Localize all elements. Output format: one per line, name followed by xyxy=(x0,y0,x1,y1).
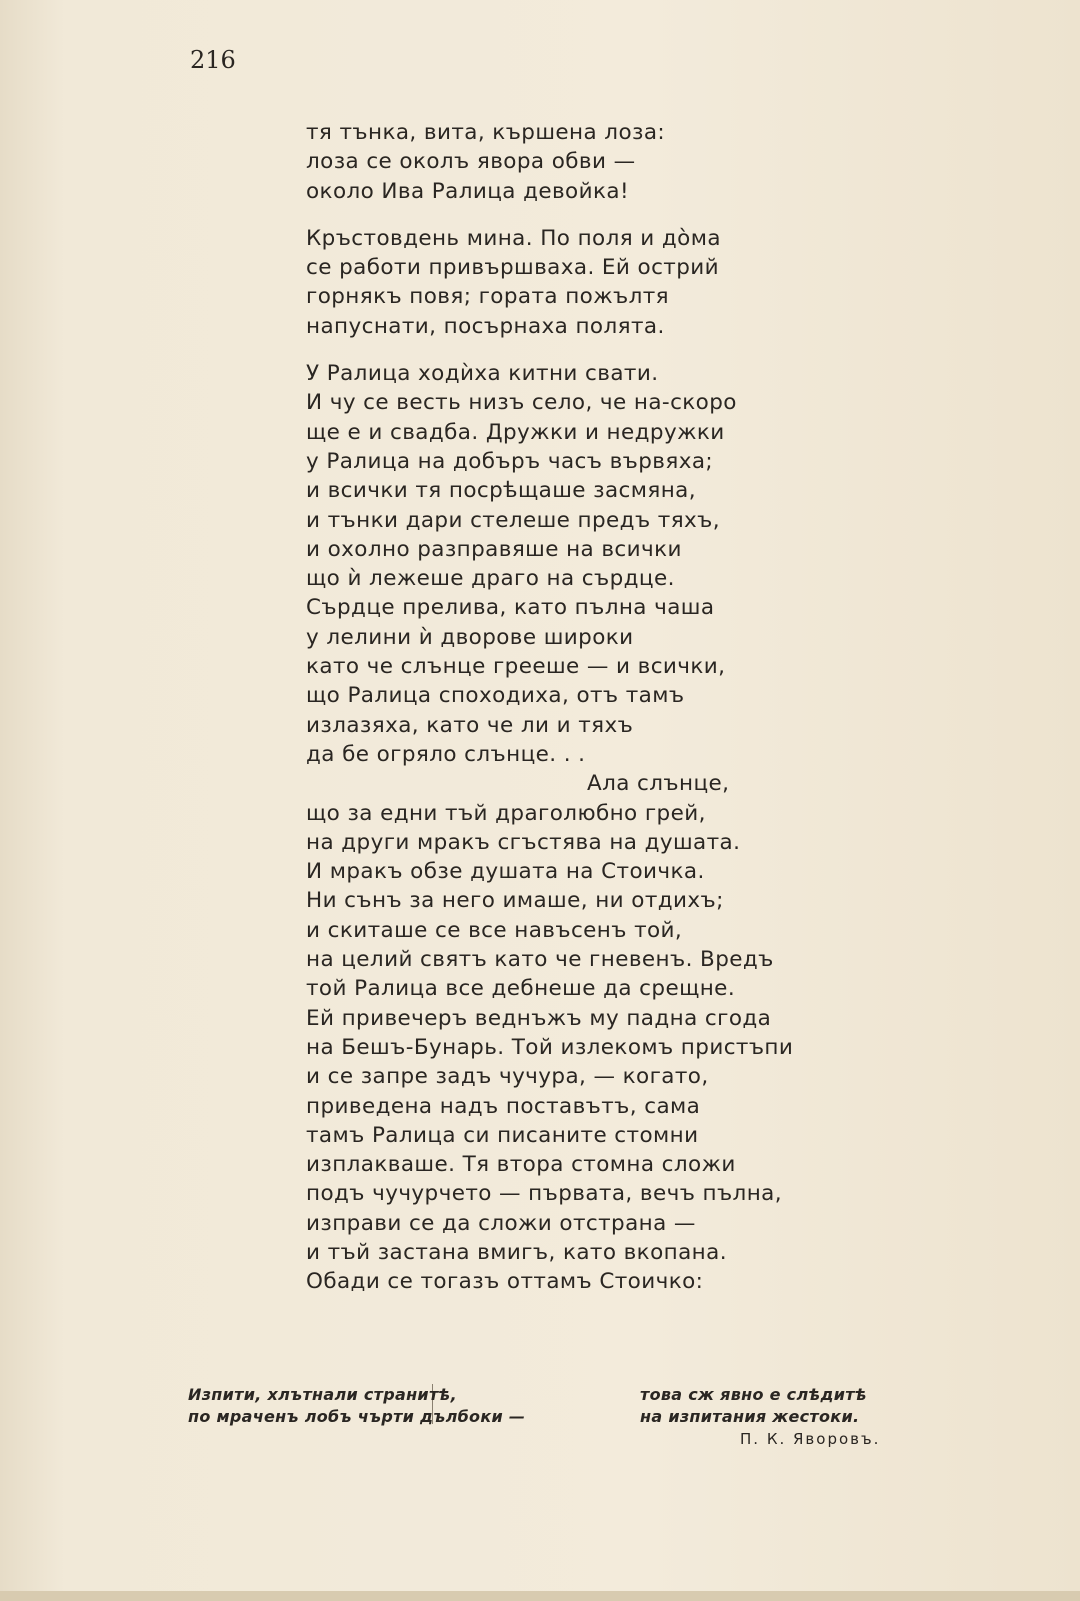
poem-line: Кръстовдень мина. По поля и дòма xyxy=(306,225,721,251)
epigraph-right xyxy=(640,1384,950,1448)
poem-line: горнякъ повя; гората пожълтя xyxy=(306,284,669,310)
poem-line: и скиташе се все навъсенъ той, xyxy=(306,917,683,943)
poem-line: Ни сънъ за него имаше, ни отдихъ; xyxy=(306,888,724,914)
page-edge xyxy=(0,1591,1080,1601)
stanza xyxy=(306,118,906,206)
poem-line: и тъй застана вмигъ, като вкопана. xyxy=(306,1239,727,1265)
poem-line: около Ива Ралица девойка! xyxy=(306,178,629,204)
poem-line: и всички тя посрѣщаше засмяна, xyxy=(306,478,696,504)
poem-line: да бе огряло слънце. . . xyxy=(306,741,586,767)
poem-line: на Бешъ-Бунарь. Той излекомъ пристъпи xyxy=(306,1034,794,1060)
epigraph-line: по мраченъ лобъ чърти дълбоки — xyxy=(188,1407,526,1426)
poem-line: се работи привършваха. Ей острий xyxy=(306,255,720,281)
poem-line: Обади се тогазъ оттамъ Стоичко: xyxy=(306,1269,704,1295)
poem-line: що Ралица споходиха, отъ тамъ xyxy=(306,683,685,709)
poem-line: що ѝ лежеше драго на сърдце. xyxy=(306,566,675,592)
poem-line: подъ чучурчето — първата, вечъ пълна, xyxy=(306,1181,782,1207)
poem-line: изправи се да сложи отстрана — xyxy=(306,1210,696,1236)
poem-line: излазяха, като че ли и тяхъ xyxy=(306,712,634,738)
poem-line: той Ралица все дебнеше да срещне. xyxy=(306,976,736,1002)
epigraph-line: Изпити, хлътнали странитѣ, xyxy=(188,1385,457,1404)
poem-line: И чу се весть низъ село, че на-скоро xyxy=(306,390,737,416)
poem-line: приведена надъ поставътъ, сама xyxy=(306,1093,701,1119)
poem-line: тя тънка, вита, кършена лоза: xyxy=(306,120,666,145)
poem-line: изплакваше. Тя втора стомна сложи xyxy=(306,1152,736,1178)
epigraph-line: на изпитания жестоки. xyxy=(640,1407,860,1426)
poem-line: лоза се околъ явора обви — xyxy=(306,149,636,175)
stanza xyxy=(306,359,906,1297)
poem-line: ще е и свадба. Дружки и недружки xyxy=(306,419,725,445)
poem-line: и тънки дари стелеше предъ тяхъ, xyxy=(306,507,720,533)
poem-line: като че слънце грееше — и всички, xyxy=(306,654,726,680)
poem-line: и охолно разправяше на всички xyxy=(306,536,682,562)
epigraph-line: това сж явно е слѣдитѣ xyxy=(640,1385,867,1404)
poem-line: Сърдце прелива, като пълна чаша xyxy=(306,595,715,621)
poem-line: И мракъ обзе душата на Стоичка. xyxy=(306,859,705,885)
poem-line: и се запре задъ чучура, — когато, xyxy=(306,1064,709,1090)
epigraph-author: П. К. Яворовъ. xyxy=(740,1430,881,1448)
epigraph-left xyxy=(188,1384,608,1428)
poem-line: що за едни тъй драголюбно грей, xyxy=(306,800,706,826)
poem-line: у лелини ѝ дворове широки xyxy=(306,624,634,650)
page-number: 216 xyxy=(190,46,236,74)
poem-line: на други мракъ сгъстява на душата. xyxy=(306,829,741,855)
poem-line: тамъ Ралица си писаните стомни xyxy=(306,1122,699,1148)
stanza xyxy=(306,224,906,341)
poem-line: Ей привечеръ веднъжъ му падна сгода xyxy=(306,1005,772,1031)
poem-line: напуснати, посърнаха полята. xyxy=(306,313,665,339)
poem-body xyxy=(306,118,906,1315)
poem-line: У Ралица ходѝха китни свати. xyxy=(306,361,659,387)
poem-line: Ала слънце, xyxy=(587,771,730,797)
poem-line: у Ралица на добъръ часъ вървяха; xyxy=(306,448,714,474)
poem-line: на целий святъ като че гневенъ. Вредъ xyxy=(306,947,774,973)
